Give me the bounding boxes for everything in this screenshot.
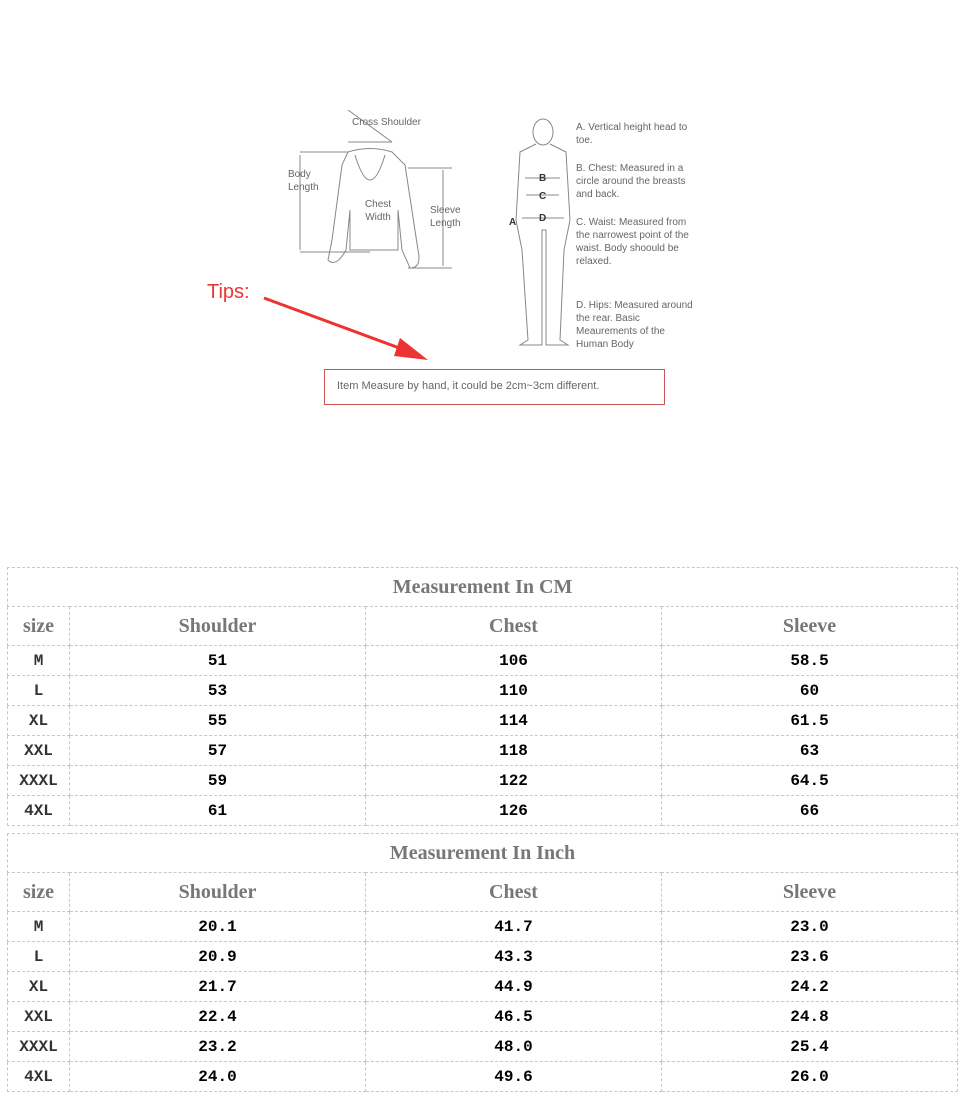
label-b: B — [539, 173, 547, 184]
value-cell: 48.0 — [366, 1032, 662, 1062]
chest-width-label: Chest Width — [364, 199, 392, 223]
column-header: Sleeve — [662, 873, 958, 912]
note-d: D. Hips: Measured around the rear. Basic Meaurements of the Human Body — [576, 300, 693, 350]
table-row — [8, 1032, 958, 1062]
value-cell: 122 — [366, 766, 662, 796]
value-cell: 20.9 — [70, 942, 366, 972]
table-row — [8, 942, 958, 972]
value-cell: 22.4 — [70, 1002, 366, 1032]
label-a: A — [509, 217, 517, 228]
size-cell: M — [8, 646, 70, 676]
value-cell: 26.0 — [662, 1062, 958, 1092]
value-cell: 23.0 — [662, 912, 958, 942]
value-cell: 43.3 — [366, 942, 662, 972]
red-arrow-icon — [260, 290, 440, 370]
cross-shoulder-label: Cross Shoulder — [352, 117, 421, 128]
value-cell: 49.6 — [366, 1062, 662, 1092]
size-cell: 4XL — [8, 1062, 70, 1092]
value-cell: 114 — [366, 706, 662, 736]
column-header: Chest — [366, 873, 662, 912]
table-title: Measurement In CM — [8, 568, 958, 607]
value-cell: 21.7 — [70, 972, 366, 1002]
note-b: B. Chest: Measured in a circle around the breasts and back. — [576, 163, 686, 200]
value-cell: 20.1 — [70, 912, 366, 942]
value-cell: 24.8 — [662, 1002, 958, 1032]
size-cell: XXXL — [8, 1032, 70, 1062]
value-cell: 61.5 — [662, 706, 958, 736]
value-cell: 126 — [366, 796, 662, 826]
table-row — [8, 796, 958, 826]
value-cell: 41.7 — [366, 912, 662, 942]
value-cell: 51 — [70, 646, 366, 676]
table-title: Measurement In Inch — [8, 834, 958, 873]
value-cell: 24.0 — [70, 1062, 366, 1092]
column-header: Shoulder — [70, 873, 366, 912]
table-row — [8, 1002, 958, 1032]
size-cell: L — [8, 676, 70, 706]
value-cell: 25.4 — [662, 1032, 958, 1062]
value-cell: 66 — [662, 796, 958, 826]
value-cell: 57 — [70, 736, 366, 766]
tips-label: Tips: — [207, 281, 250, 303]
size-cell: XL — [8, 706, 70, 736]
value-cell: 59 — [70, 766, 366, 796]
value-cell: 24.2 — [662, 972, 958, 1002]
table-row — [8, 766, 958, 796]
size-cell: XL — [8, 972, 70, 1002]
value-cell: 64.5 — [662, 766, 958, 796]
cm-table — [7, 567, 958, 826]
table-row — [8, 646, 958, 676]
inch-table — [7, 833, 958, 1092]
label-d: D — [539, 213, 547, 224]
size-cell: M — [8, 912, 70, 942]
table-row — [8, 706, 958, 736]
column-header: size — [8, 873, 70, 912]
sleeve-length-label: Sleeve Length — [430, 205, 461, 229]
value-cell: 106 — [366, 646, 662, 676]
value-cell: 44.9 — [366, 972, 662, 1002]
table-row — [8, 972, 958, 1002]
column-header: Shoulder — [70, 607, 366, 646]
value-cell: 46.5 — [366, 1002, 662, 1032]
value-cell: 118 — [366, 736, 662, 766]
value-cell: 110 — [366, 676, 662, 706]
value-cell: 60 — [662, 676, 958, 706]
size-cell: XXXL — [8, 766, 70, 796]
table-row — [8, 1062, 958, 1092]
column-header: Chest — [366, 607, 662, 646]
note-c: C. Waist: Measured from the narrowest point of the waist. Body shoould be relaxed. — [576, 217, 689, 267]
value-cell: 23.2 — [70, 1032, 366, 1062]
table-row — [8, 736, 958, 766]
table-row — [8, 912, 958, 942]
column-header: Sleeve — [662, 607, 958, 646]
note-a: A. Vertical height head to toe. — [576, 122, 688, 146]
label-c: C — [539, 191, 547, 202]
value-cell: 55 — [70, 706, 366, 736]
value-cell: 23.6 — [662, 942, 958, 972]
value-cell: 53 — [70, 676, 366, 706]
size-cell: XXL — [8, 1002, 70, 1032]
value-cell: 58.5 — [662, 646, 958, 676]
size-cell: XXL — [8, 736, 70, 766]
value-cell: 61 — [70, 796, 366, 826]
size-cell: 4XL — [8, 796, 70, 826]
body-length-label: Body Length — [288, 169, 319, 193]
measurement-note: Item Measure by hand, it could be 2cm~3cm different. — [324, 369, 665, 405]
size-cell: L — [8, 942, 70, 972]
column-header: size — [8, 607, 70, 646]
table-row — [8, 676, 958, 706]
value-cell: 63 — [662, 736, 958, 766]
